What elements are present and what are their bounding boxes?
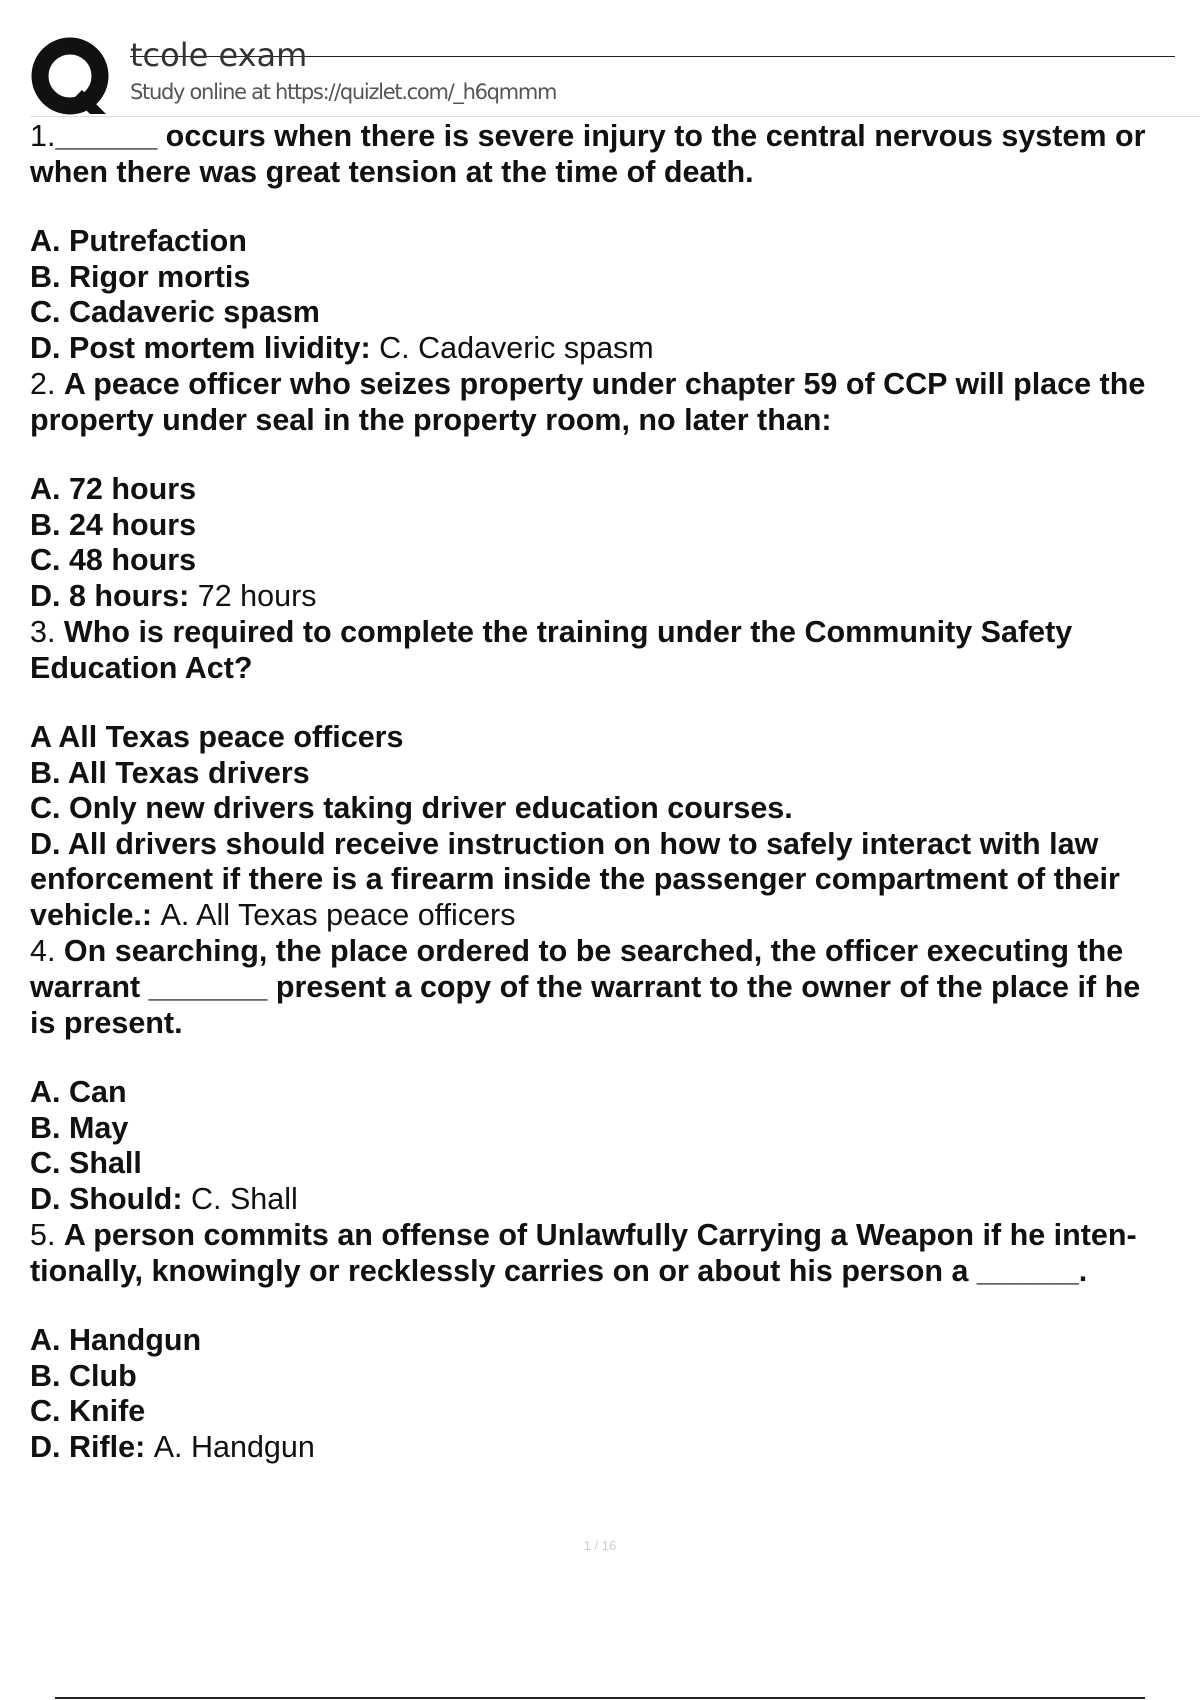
- answer-option: D. All drivers should receive instruction on how to safely interact with law: [30, 826, 1099, 861]
- question-2: [30, 366, 1200, 614]
- header-divider: [30, 116, 1200, 117]
- option-text: D. Rifle:: [30, 1429, 146, 1464]
- question-text: tionally, knowingly or recklessly carries on or about his person a ______.: [30, 1254, 1088, 1288]
- question-stem-line: [30, 1005, 1200, 1041]
- footer-divider: [55, 1697, 1145, 1699]
- answer-option: A. 72 hours: [30, 472, 197, 506]
- answer-option: C. 48 hours: [30, 543, 197, 577]
- answer-option-last: [30, 331, 1200, 367]
- answer-option: A All Texas peace officers: [30, 720, 404, 754]
- question-stem-line: [30, 1253, 1200, 1289]
- option-text: vehicle.:: [30, 897, 153, 932]
- question-text: Education Act?: [30, 651, 253, 685]
- answer-option-last: [30, 579, 1200, 615]
- questions-list: [30, 118, 1200, 1465]
- answer-option: B. Club: [30, 1358, 137, 1393]
- correct-answer: C. Shall: [190, 1181, 298, 1216]
- question-number: 5.: [30, 1218, 56, 1252]
- answer-option-last: [30, 1182, 1200, 1218]
- question-text: A peace officer who seizes property under chapter 59 of CCP will place the: [63, 367, 1146, 401]
- question-number: 4.: [30, 934, 56, 968]
- answer-option: C. Only new drivers taking driver education courses.: [30, 791, 793, 825]
- answer-option: C. Shall: [30, 1146, 142, 1180]
- answer-option: B. 24 hours: [30, 507, 197, 542]
- answer-option: enforcement if there is a firearm inside the passenger compartment of their: [30, 862, 1120, 896]
- question-number: 2.: [30, 367, 56, 401]
- question-stem-line: [30, 366, 1200, 402]
- question-text: ______ occurs when there is severe injury to the central nervous system or: [55, 119, 1146, 153]
- question-stem-line: [30, 933, 1200, 969]
- question-text: is present.: [30, 1006, 183, 1040]
- question-stem-line: [30, 650, 1200, 686]
- option-text: D. Should:: [30, 1181, 183, 1216]
- answer-option: A. Handgun: [30, 1323, 202, 1357]
- answer-option: C. Cadaveric spasm: [30, 295, 320, 329]
- option-text: D. Post mortem lividity:: [30, 330, 371, 365]
- question-3: [30, 614, 1200, 933]
- question-text: Who is required to complete the training under the Community Safety: [63, 615, 1073, 649]
- question-stem-line: [30, 1217, 1200, 1253]
- study-online-link-text[interactable]: Study online at https://quizlet.com/_h6qmmm: [130, 80, 557, 104]
- correct-answer: A. Handgun: [153, 1429, 315, 1464]
- answer-option: A. Putrefaction: [30, 224, 247, 258]
- answer-option-last: [30, 1430, 1200, 1466]
- answer-option: B. Rigor mortis: [30, 259, 251, 294]
- question-4: [30, 933, 1200, 1217]
- question-stem-line: [30, 402, 1200, 438]
- correct-answer: A. All Texas peace officers: [160, 897, 516, 932]
- question-1: [30, 118, 1200, 366]
- option-text: D. 8 hours:: [30, 578, 190, 613]
- document-title: tcole exam: [130, 36, 308, 74]
- question-stem-line: [30, 154, 1200, 190]
- answer-option: C. Knife: [30, 1394, 146, 1428]
- question-text: On searching, the place ordered to be searched, the officer executing the: [63, 934, 1124, 968]
- question-text: when there was great tension at the time of death.: [30, 155, 754, 189]
- correct-answer: 72 hours: [197, 578, 317, 613]
- page-number: 1 / 16: [583, 1538, 617, 1553]
- answer-option: B. All Texas drivers: [30, 755, 310, 790]
- answer-option-last: [30, 898, 1200, 934]
- question-5: [30, 1217, 1200, 1465]
- question-text: property under seal in the property room, no later than:: [30, 403, 832, 437]
- question-text: warrant _______ present a copy of the warrant to the owner of the place if he: [30, 970, 1141, 1004]
- correct-answer: C. Cadaveric spasm: [379, 330, 654, 365]
- quizlet-q-logo-icon: [30, 34, 114, 118]
- question-text: A person commits an offense of Unlawfully Carrying a Weapon if he inten-: [63, 1218, 1137, 1252]
- question-number: 3.: [30, 615, 56, 649]
- question-number: 1.: [30, 119, 56, 153]
- answer-option: B. May: [30, 1110, 129, 1145]
- page-header: [30, 30, 1140, 116]
- question-stem-line: [30, 614, 1200, 650]
- question-stem-line: [30, 969, 1200, 1005]
- question-stem-line: [30, 118, 1200, 154]
- answer-option: A. Can: [30, 1075, 127, 1109]
